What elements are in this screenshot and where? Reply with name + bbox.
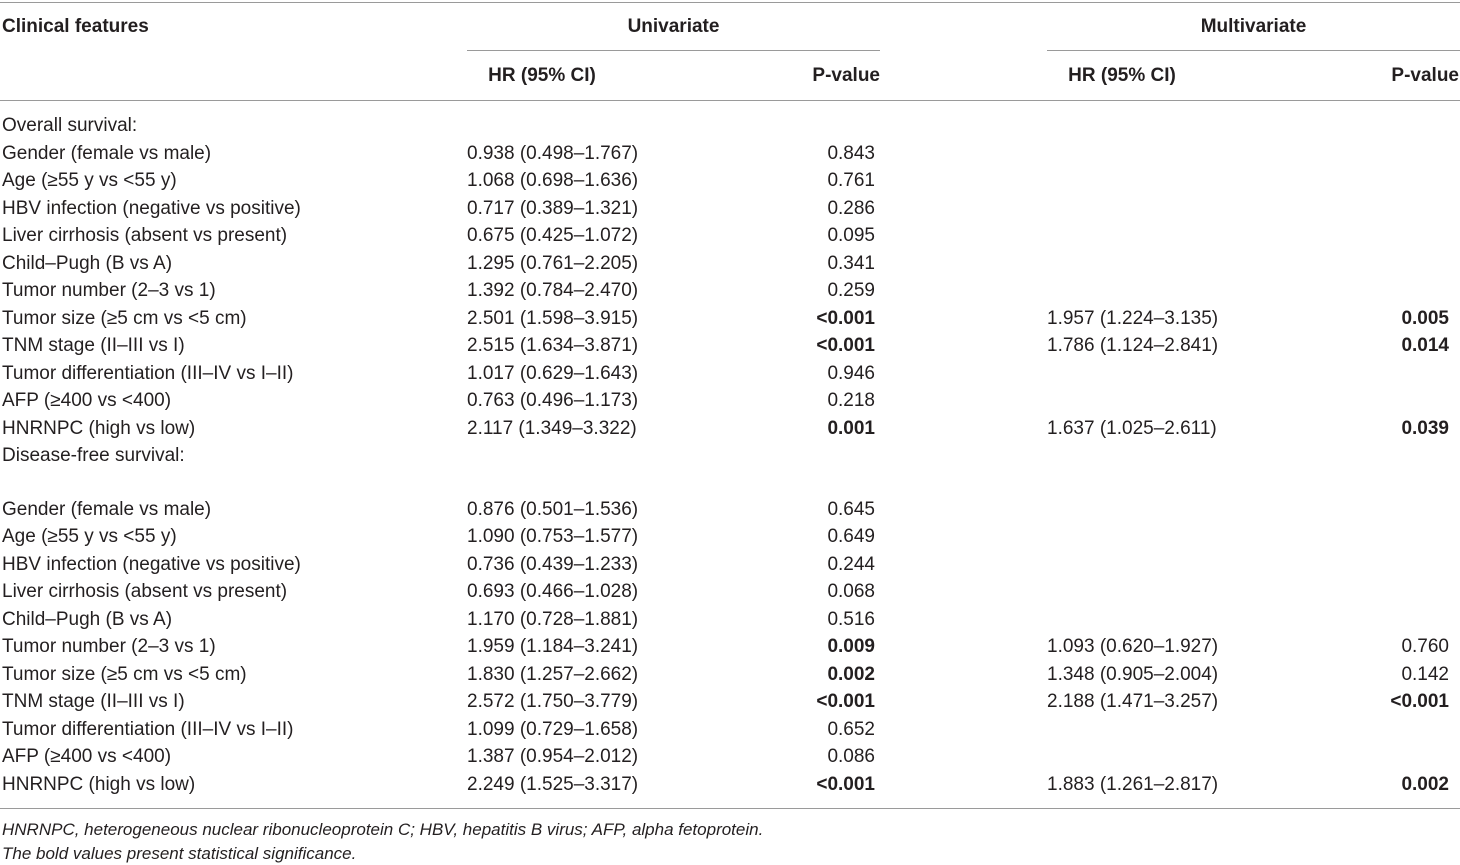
header-multivariate-p: P-value <box>1391 65 1459 86</box>
univariate-hr-cell: 1.830 (1.257–2.662) <box>467 664 639 685</box>
univariate-hr-cell: 1.392 (0.784–2.470) <box>467 280 639 301</box>
univariate-hr-cell: 2.249 (1.525–3.317) <box>467 774 639 795</box>
univariate-hr-cell: 0.938 (0.498–1.767) <box>467 143 639 164</box>
header-univariate-hr: HR (95% CI) <box>488 65 596 86</box>
table-row <box>0 141 1460 168</box>
feature-cell: HNRNPC (high vs low) <box>2 418 196 439</box>
univariate-p-cell: 0.645 <box>827 499 875 520</box>
feature-cell: Gender (female vs male) <box>2 143 212 164</box>
univariate-p-cell: 0.843 <box>827 143 875 164</box>
feature-cell: Tumor number (2–3 vs 1) <box>2 280 216 301</box>
univariate-p-cell: 0.341 <box>827 253 875 274</box>
multivariate-hr-cell: 1.786 (1.124–2.841) <box>1047 335 1219 356</box>
univariate-p-cell: 0.259 <box>827 280 875 301</box>
multivariate-hr-cell: 2.188 (1.471–3.257) <box>1047 691 1219 712</box>
feature-cell: HBV infection (negative vs positive) <box>2 554 301 575</box>
table-row <box>0 333 1460 360</box>
univariate-hr-cell: 2.117 (1.349–3.322) <box>467 418 637 439</box>
feature-cell: AFP (≥400 vs <400) <box>2 390 172 411</box>
table-row <box>0 278 1460 305</box>
univariate-hr-cell: 1.295 (0.761–2.205) <box>467 253 639 274</box>
feature-cell: Tumor size (≥5 cm vs <5 cm) <box>2 664 247 685</box>
multivariate-hr-cell: 1.637 (1.025–2.611) <box>1047 418 1217 439</box>
univariate-hr-cell: 1.017 (0.629–1.643) <box>467 363 639 384</box>
table-row <box>0 662 1460 689</box>
univariate-hr-cell: 2.572 (1.750–3.779) <box>467 691 639 712</box>
multivariate-p-cell: 0.014 <box>1401 335 1449 356</box>
feature-cell: Liver cirrhosis (absent vs present) <box>2 581 288 602</box>
section-title-row <box>0 113 1460 140</box>
multivariate-p-cell: <0.001 <box>1390 691 1449 712</box>
univariate-p-cell: <0.001 <box>816 335 875 356</box>
feature-cell: Tumor number (2–3 vs 1) <box>2 636 216 657</box>
multivariate-hr-cell: 1.093 (0.620–1.927) <box>1047 636 1219 657</box>
univariate-p-cell: 0.516 <box>827 609 875 630</box>
univariate-hr-cell: 0.876 (0.501–1.536) <box>467 499 639 520</box>
univariate-p-cell: 0.095 <box>827 225 875 246</box>
univariate-p-cell: <0.001 <box>816 774 875 795</box>
table-row <box>0 744 1460 771</box>
table-row <box>0 607 1460 634</box>
univariate-p-cell: 0.946 <box>827 363 875 384</box>
table-row <box>0 361 1460 388</box>
header-univariate-p: P-value <box>812 65 880 86</box>
footnote-bold-note: The bold values present statistical significance. <box>2 844 357 863</box>
multivariate-p-cell: 0.005 <box>1401 308 1449 329</box>
table-row <box>0 196 1460 223</box>
univariate-hr-cell: 1.959 (1.184–3.241) <box>467 636 639 657</box>
univariate-hr-cell: 1.090 (0.753–1.577) <box>467 526 639 547</box>
header-univariate: Univariate <box>627 16 720 37</box>
multivariate-p-cell: 0.039 <box>1401 418 1449 439</box>
univariate-p-cell: 0.068 <box>827 581 875 602</box>
univariate-p-cell: <0.001 <box>816 691 875 712</box>
feature-cell: TNM stage (II–III vs I) <box>2 335 185 356</box>
feature-cell: Tumor differentiation (III–IV vs I–II) <box>2 363 294 384</box>
multivariate-hr-cell: 1.957 (1.224–3.135) <box>1047 308 1219 329</box>
header-clinical-features: Clinical features <box>2 16 149 37</box>
multivariate-p-cell: 0.142 <box>1401 664 1449 685</box>
feature-cell: Child–Pugh (B vs A) <box>2 609 173 630</box>
univariate-p-cell: 0.002 <box>827 664 875 685</box>
univariate-p-cell: 0.001 <box>827 418 875 439</box>
univariate-hr-cell: 1.099 (0.729–1.658) <box>467 719 639 740</box>
table-row <box>0 168 1460 195</box>
feature-cell: HNRNPC (high vs low) <box>2 774 196 795</box>
multivariate-hr-cell: 1.883 (1.261–2.817) <box>1047 774 1219 795</box>
univariate-hr-cell: 2.501 (1.598–3.915) <box>467 308 639 329</box>
univariate-underline <box>467 50 880 51</box>
table-row <box>0 306 1460 333</box>
univariate-hr-cell: 0.763 (0.496–1.173) <box>467 390 639 411</box>
feature-cell: Age (≥55 y vs <55 y) <box>2 526 177 547</box>
feature-cell: Child–Pugh (B vs A) <box>2 253 173 274</box>
univariate-hr-cell: 1.387 (0.954–2.012) <box>467 746 639 767</box>
header-multivariate-hr: HR (95% CI) <box>1068 65 1176 86</box>
section-title: Disease-free survival: <box>2 445 185 466</box>
table-row <box>0 524 1460 551</box>
univariate-hr-cell: 2.515 (1.634–3.871) <box>467 335 639 356</box>
section-title-row <box>0 443 1460 470</box>
univariate-p-cell: 0.009 <box>827 636 875 657</box>
table-top-rule <box>0 2 1460 3</box>
header-bottom-rule <box>0 100 1460 101</box>
multivariate-hr-cell: 1.348 (0.905–2.004) <box>1047 664 1219 685</box>
feature-cell: Tumor size (≥5 cm vs <5 cm) <box>2 308 247 329</box>
univariate-hr-cell: 0.675 (0.425–1.072) <box>467 225 639 246</box>
univariate-hr-cell: 0.693 (0.466–1.028) <box>467 581 639 602</box>
univariate-p-cell: 0.244 <box>827 554 875 575</box>
univariate-p-cell: 0.652 <box>827 719 875 740</box>
table-row <box>0 251 1460 278</box>
univariate-hr-cell: 0.717 (0.389–1.321) <box>467 198 639 219</box>
table-row <box>0 772 1460 799</box>
univariate-p-cell: 0.649 <box>827 526 875 547</box>
table-row <box>0 497 1460 524</box>
feature-cell: Liver cirrhosis (absent vs present) <box>2 225 288 246</box>
table-row <box>0 689 1460 716</box>
univariate-p-cell: 0.218 <box>827 390 875 411</box>
multivariate-underline <box>1047 50 1460 51</box>
footnote-abbreviations: HNRNPC, heterogeneous nuclear ribonucleoprotein C; HBV, hepatitis B virus; AFP, alpha fetoprotein. <box>2 820 764 839</box>
feature-cell: Tumor differentiation (III–IV vs I–II) <box>2 719 294 740</box>
table-row <box>0 388 1460 415</box>
univariate-p-cell: <0.001 <box>816 308 875 329</box>
univariate-p-cell: 0.086 <box>827 746 875 767</box>
table-row <box>0 223 1460 250</box>
table-row <box>0 717 1460 744</box>
table-row <box>0 416 1460 443</box>
feature-cell: TNM stage (II–III vs I) <box>2 691 185 712</box>
table-row <box>0 579 1460 606</box>
table-bottom-rule <box>0 808 1460 809</box>
feature-cell: HBV infection (negative vs positive) <box>2 198 301 219</box>
header-multivariate: Multivariate <box>1200 16 1307 37</box>
feature-cell: AFP (≥400 vs <400) <box>2 746 172 767</box>
multivariate-p-cell: 0.760 <box>1401 636 1449 657</box>
table-row <box>0 634 1460 661</box>
univariate-hr-cell: 1.170 (0.728–1.881) <box>467 609 639 630</box>
feature-cell: Age (≥55 y vs <55 y) <box>2 170 177 191</box>
univariate-hr-cell: 0.736 (0.439–1.233) <box>467 554 639 575</box>
univariate-p-cell: 0.761 <box>827 170 875 191</box>
table-row <box>0 552 1460 579</box>
univariate-hr-cell: 1.068 (0.698–1.636) <box>467 170 639 191</box>
section-title: Overall survival: <box>2 115 138 136</box>
feature-cell: Gender (female vs male) <box>2 499 212 520</box>
multivariate-p-cell: 0.002 <box>1401 774 1449 795</box>
univariate-p-cell: 0.286 <box>827 198 875 219</box>
